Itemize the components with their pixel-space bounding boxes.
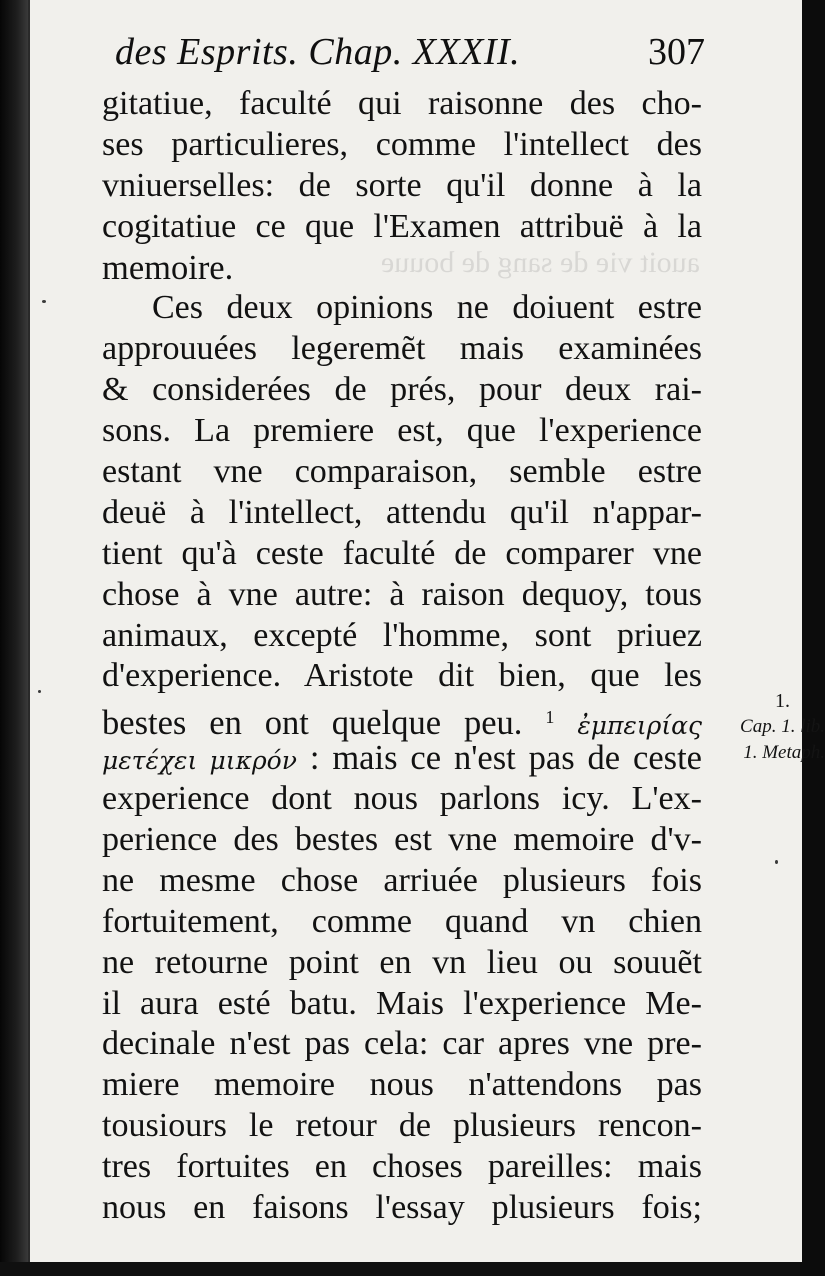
line-text: d'experience. Aristote dit bien, que les — [102, 657, 702, 695]
text-line — [102, 534, 702, 575]
line-text: Ces deux opinions ne doiuent estre — [152, 289, 702, 327]
line-text: memoire. — [102, 248, 234, 287]
margin-note-line: Cap. 1. lib. — [740, 716, 825, 737]
line-text: approuuées legeremẽt mais examinées — [102, 330, 702, 368]
line-text: miere memoire nous n'attendons pas — [102, 1066, 702, 1104]
margin-note — [710, 688, 825, 766]
greek-quotation: ἐμπειρίας — [577, 711, 703, 741]
text-line — [102, 984, 702, 1025]
line-text: estant vne comparaison, semble estre — [102, 453, 702, 491]
line-text: perience des bestes est vne memoire d'v- — [102, 821, 702, 859]
text-line — [102, 779, 702, 820]
text-line — [102, 575, 702, 616]
show-through-text: auoit vie de sang de bouue — [380, 246, 700, 279]
text-line — [102, 125, 702, 166]
line-text: ses particulieres, comme l'intellect des — [102, 125, 702, 163]
line-text: : mais ce n'est pas de ceste — [309, 739, 702, 778]
text-line — [102, 820, 702, 861]
line-text: il aura esté batu. Mais l'experience Me- — [102, 984, 702, 1022]
line-text: chose à vne autre: à raison dequoy, tous — [102, 575, 702, 613]
line-text: bestes en ont quelque peu. — [102, 704, 523, 743]
text-line — [102, 166, 702, 207]
book-page — [28, 0, 825, 1262]
line-text: vniuerselles: de sorte qu'il donne à la — [102, 166, 702, 204]
text-line — [102, 248, 702, 289]
text-line — [102, 1188, 702, 1229]
text-line — [102, 1106, 702, 1147]
body-text — [102, 84, 702, 1229]
running-head: des Esprits. Chap. XXXII. — [115, 31, 521, 73]
line-text: tient qu'à ceste faculté de comparer vne — [102, 534, 702, 572]
line-text: ne mesme chose arriuée plusieurs fois — [102, 861, 702, 899]
line-text: tres fortuites en choses pareilles: mais — [102, 1148, 702, 1186]
book-gutter-shadow — [0, 0, 28, 1276]
text-line — [102, 84, 702, 125]
line-text: experience dont nous parlons icy. L'ex- — [102, 780, 702, 818]
line-text: tousiours le retour de plusieurs rencon- — [102, 1107, 702, 1145]
ink-speck — [775, 860, 778, 864]
margin-note-marker: 1. — [775, 690, 790, 712]
line-text: nous en faisons l'essay plusieurs fois; — [102, 1189, 702, 1227]
text-line — [102, 902, 702, 943]
text-line — [102, 207, 702, 248]
text-line — [102, 1024, 702, 1065]
text-line — [102, 697, 703, 743]
text-line — [102, 329, 702, 370]
text-line — [102, 288, 702, 329]
text-line — [102, 1147, 702, 1188]
line-text: & considerées de prés, pour deux rai- — [102, 371, 702, 409]
page-bottom-edge — [0, 1262, 800, 1276]
line-text: decinale n'est pas cela: car apres vne pre- — [102, 1025, 702, 1063]
line-text: cogitatiue ce que l'Examen attribuë à la — [102, 207, 702, 245]
page-number: 307 — [648, 31, 705, 73]
text-line — [102, 1065, 702, 1106]
line-text: sons. La premiere est, que l'experience — [102, 412, 702, 450]
page-header — [115, 30, 705, 86]
line-text: animaux, excepté l'homme, sont priuez — [102, 616, 702, 654]
line-text: gitatiue, faculté qui raisonne des cho- — [102, 85, 702, 122]
line-text: ne retourne point en vn lieu ou souuẽt — [102, 943, 702, 981]
text-line — [102, 861, 702, 902]
text-line — [102, 411, 702, 452]
text-line — [102, 370, 702, 411]
text-line — [102, 616, 702, 657]
text-line — [102, 452, 702, 493]
text-line — [102, 493, 702, 534]
ink-speck — [38, 690, 41, 693]
text-line — [102, 943, 702, 984]
text-line — [102, 738, 702, 779]
text-line — [102, 656, 702, 697]
footnote-marker: 1 — [545, 707, 555, 728]
ink-speck — [42, 300, 46, 303]
greek-quotation: μετέχει μικρόν — [102, 746, 297, 776]
margin-note-line: 1. Metaph. — [743, 742, 825, 763]
line-text: fortuitement, comme quand vn chien — [102, 902, 702, 940]
line-text: deuë à l'intellect, attendu qu'il n'appar- — [102, 493, 702, 531]
